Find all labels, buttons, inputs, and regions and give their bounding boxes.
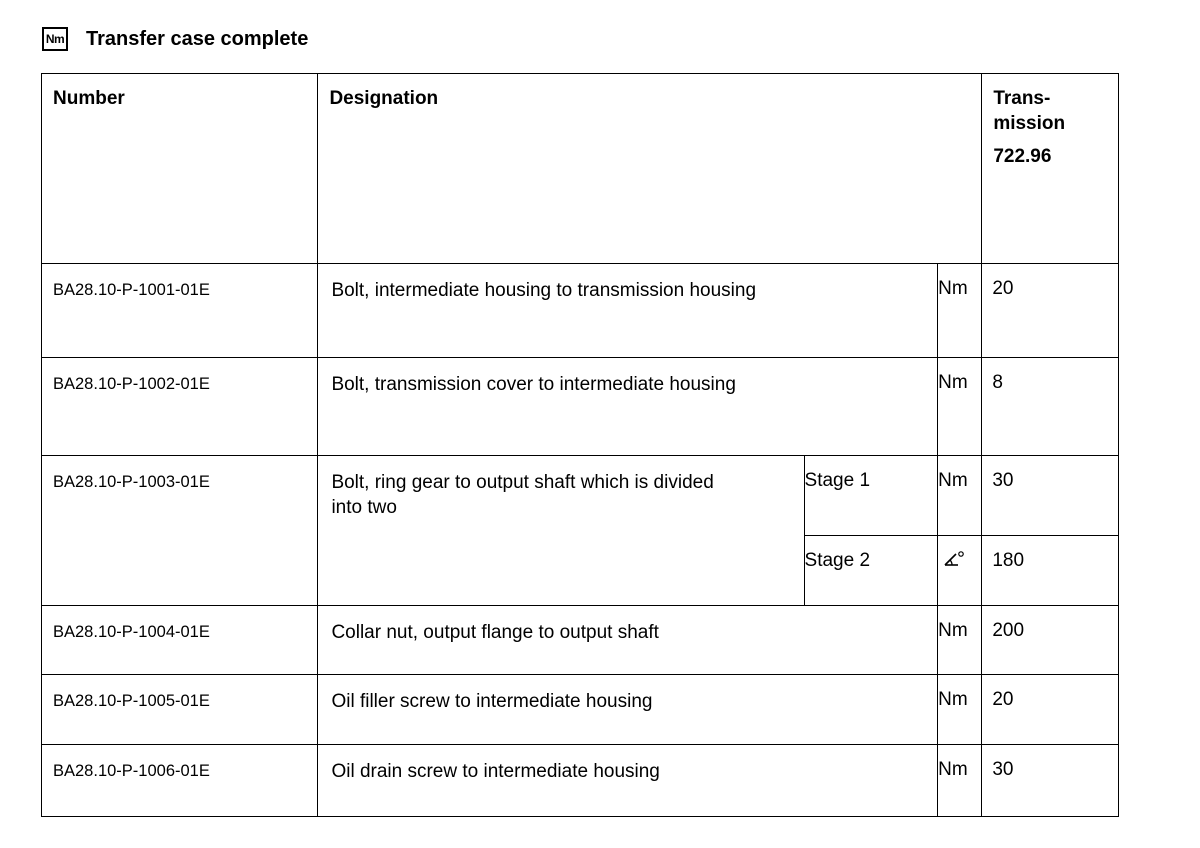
table-row [42,358,1119,456]
row-designation: Bolt, ring gear to output shaft which is divided into two [318,456,804,606]
row-value: 180 [982,536,1119,606]
row-value: 30 [982,456,1119,536]
row-stage-2: Stage 2 [804,536,938,606]
table-row [42,606,1119,675]
column-header-designation: Designation [318,74,982,264]
row-designation: Bolt, intermediate housing to transmission housing [318,264,938,358]
column-header-transmission [982,74,1119,264]
row-value: 20 [982,675,1119,745]
row-number: BA28.10-P-1006-01E [42,745,318,817]
row-unit: Nm [938,745,982,817]
table-row [42,675,1119,745]
row-unit: Nm [938,675,982,745]
row-value: 200 [982,606,1119,675]
row-stage-1: Stage 1 [804,456,938,536]
table-header-row [42,74,1119,264]
torque-spec-table [41,73,1119,817]
table-row [42,456,1119,536]
column-header-number: Number [42,74,318,264]
torque-nm-icon: Nm [42,27,68,51]
page-header [42,22,308,56]
page-title: Transfer case complete [86,27,309,50]
transmission-header-line1: Trans- [993,88,1051,109]
row-number: BA28.10-P-1004-01E [42,606,318,675]
row-unit [938,536,982,606]
row-number: BA28.10-P-1001-01E [42,264,318,358]
row-designation: Collar nut, output flange to output shaft [318,606,938,675]
row-unit: Nm [938,358,982,456]
row-unit: Nm [938,606,982,675]
angle-degree-icon [943,550,965,573]
transmission-model: 722.96 [993,146,1052,167]
table-row [42,264,1119,358]
row-designation: Oil filler screw to intermediate housing [318,675,938,745]
transmission-header-line2: mission [993,113,1066,134]
row-number: BA28.10-P-1005-01E [42,675,318,745]
row-value: 20 [982,264,1119,358]
row-unit: Nm [938,456,982,536]
table-row [42,745,1119,817]
row-unit: Nm [938,264,982,358]
row-designation: Bolt, transmission cover to intermediate housing [318,358,938,456]
row-value: 30 [982,745,1119,817]
row-number: BA28.10-P-1002-01E [42,358,318,456]
row-designation: Oil drain screw to intermediate housing [318,745,938,817]
row-value: 8 [982,358,1119,456]
row-number: BA28.10-P-1003-01E [42,456,318,606]
